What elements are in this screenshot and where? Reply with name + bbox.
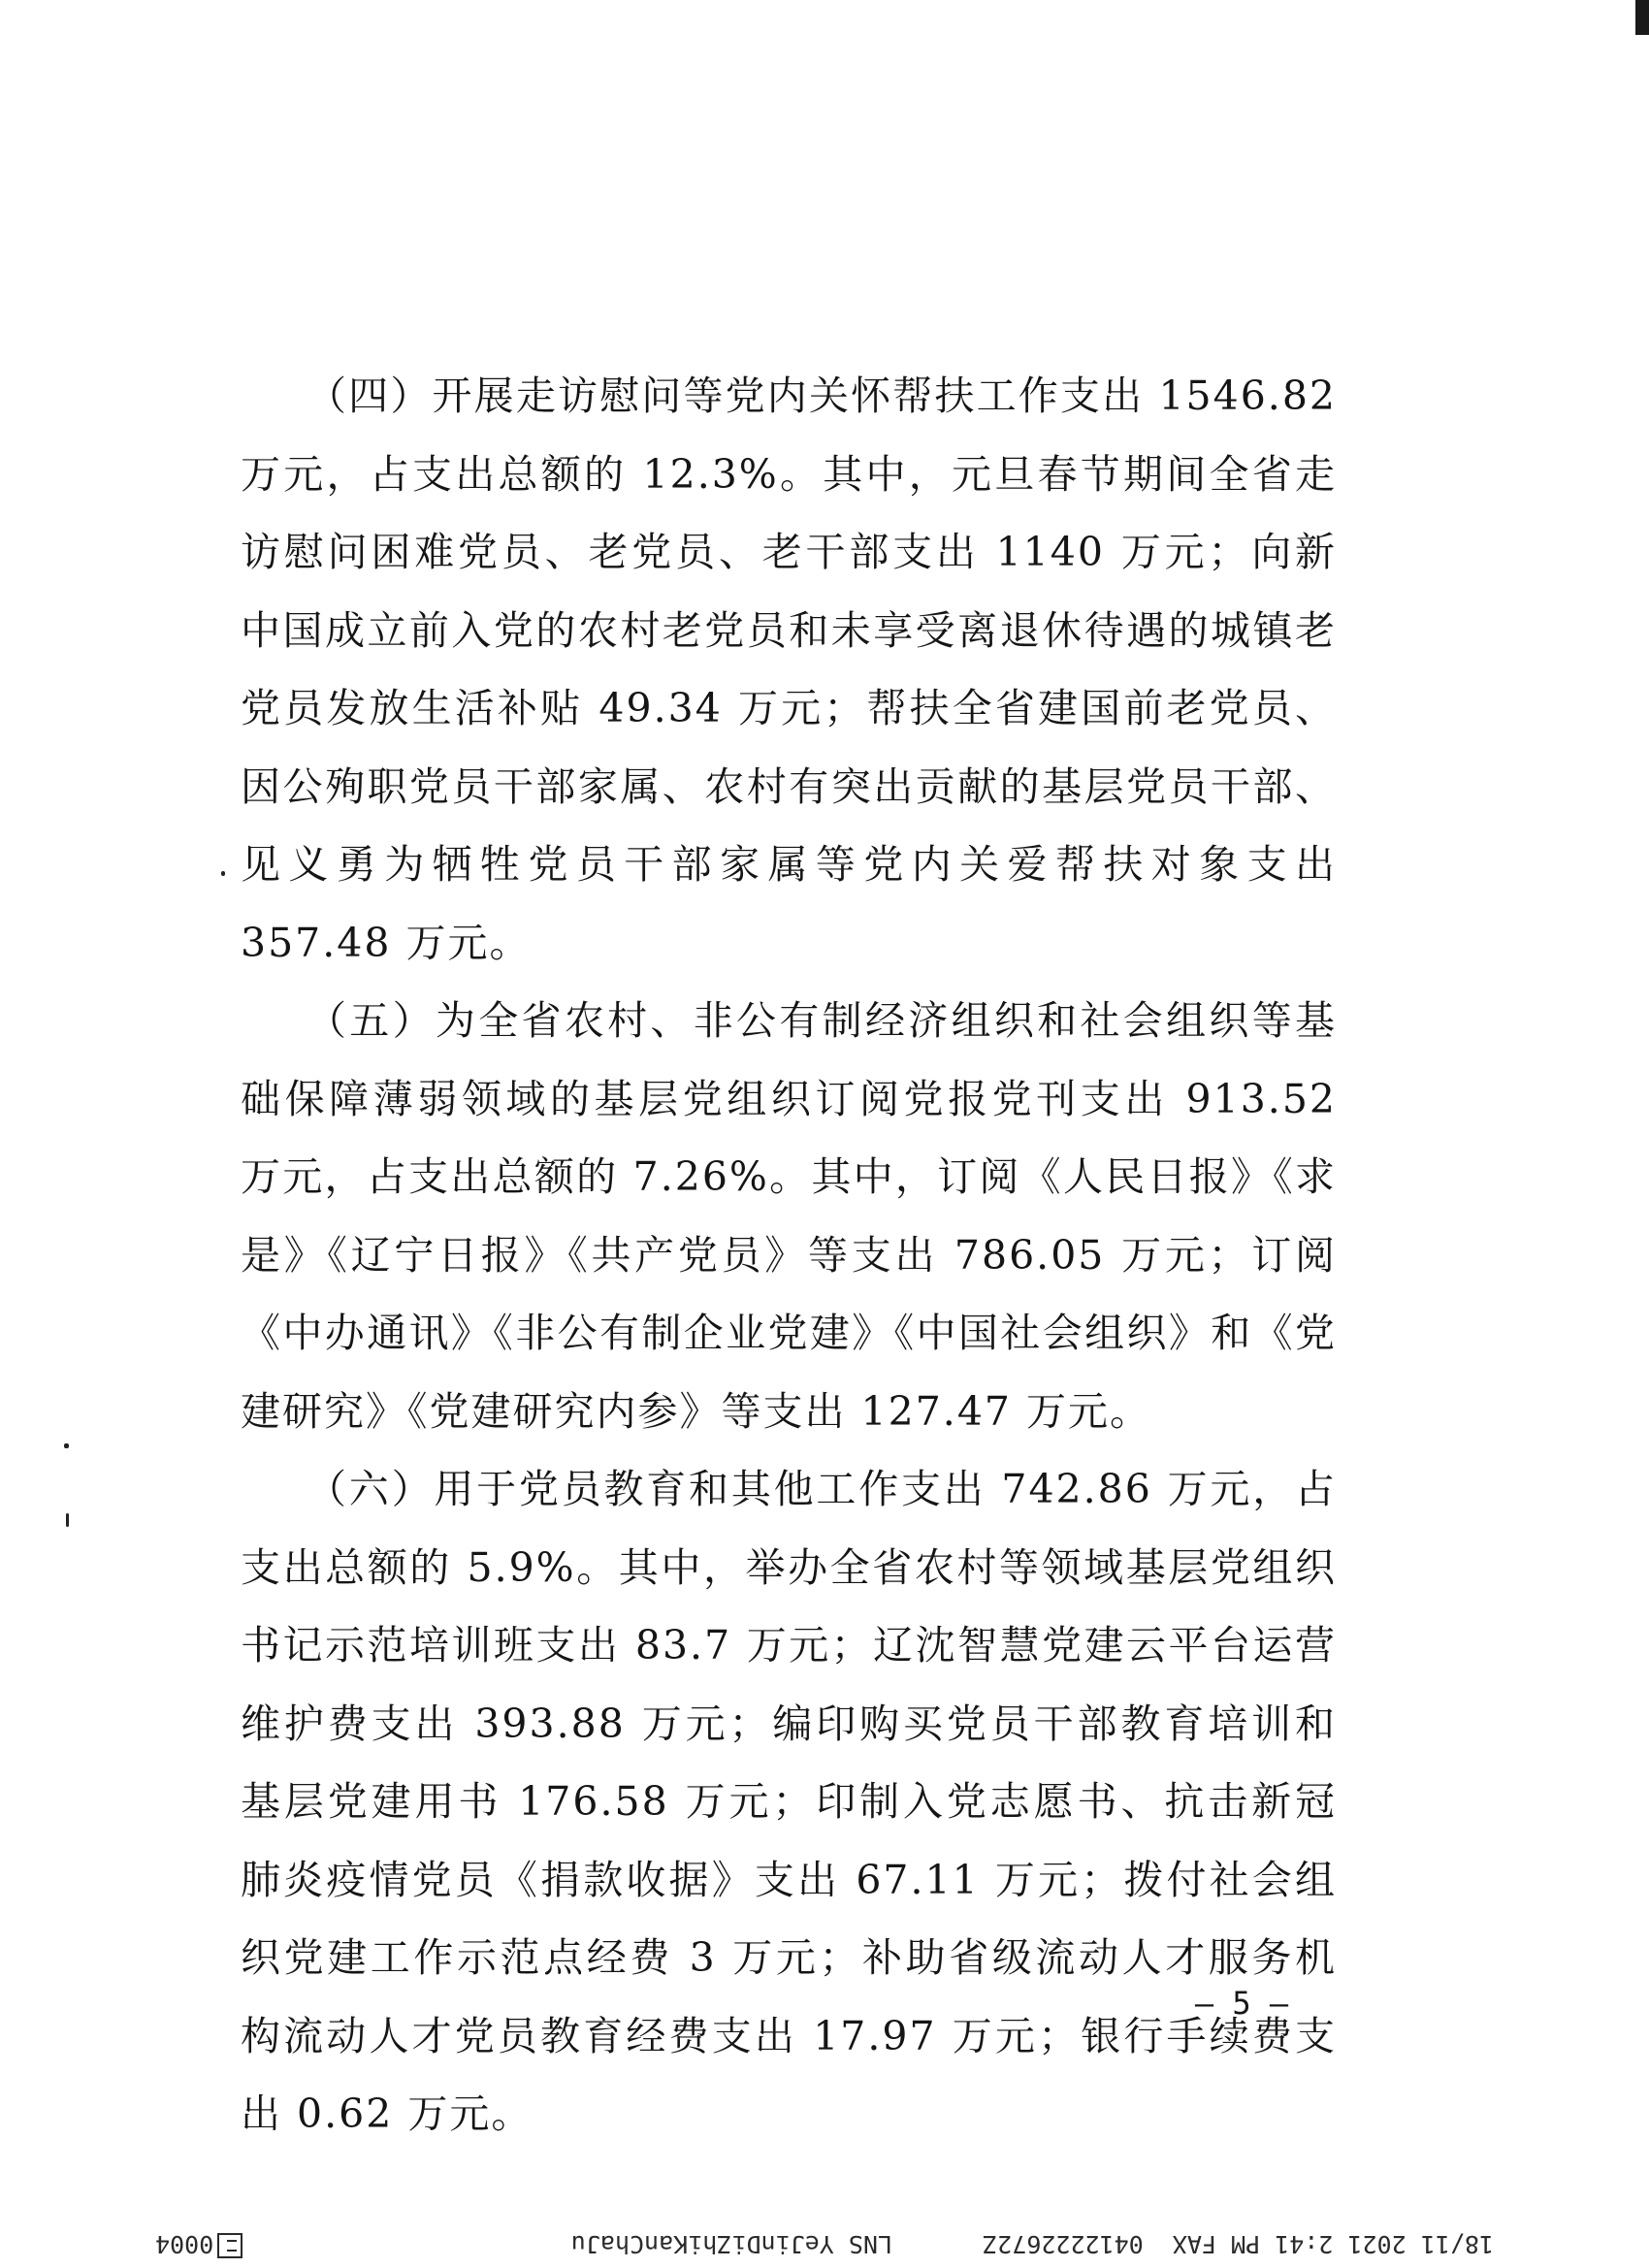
fax-datetime: 18/11 2021 2:41 PM FAX 0412222672Z bbox=[983, 2230, 1494, 2258]
scan-speck bbox=[66, 1513, 69, 1527]
paragraph-4: （四）开展走访慰问等党内关怀帮扶工作支出 1546.82 万元，占支出总额的 12.3%。其中，元旦春节期间全省走访慰问困难党员、老党员、老干部支出 1140 万元；向新中国成立前入党的农村老党员和未享受离退休待遇的城镇老党员发放生活补贴 49.34 万元；帮扶全省建国前老党员、因公殉职党员干部家属、农村有突出贡献的基层党员干部、见义勇为牺牲党员干部家属等党内关爱帮扶对象支出 357.48 万元。 bbox=[241, 373, 1337, 966]
scan-edge-mark bbox=[1635, 0, 1649, 35]
fax-page-icon bbox=[217, 2233, 242, 2258]
fax-transmission-line bbox=[155, 2223, 1494, 2262]
scan-speck bbox=[64, 1443, 69, 1448]
document-body bbox=[241, 357, 1337, 2154]
paragraph-6: （六）用于党员教育和其他工作支出 742.86 万元，占支出总额的 5.9%。其中，举办全省农村等领域基层党组织书记示范培训班支出 83.7 万元；辽沈智慧党建云平台运营维护费支出 393.88 万元；编印购买党员干部教育培训和基层党建用书 176.58 万元；印制入党志愿书、抗击新冠肺炎疫情党员《捐款收据》支出 67.11 万元；拨付社会组织党建工作示范点经费 3 万元；补助省级流动人才服务机构流动人才党员教育经费支出 17.97 万元；银行手续费支出 0.62 万元。 bbox=[241, 1466, 1338, 2137]
fax-page-number: 0004 bbox=[155, 2230, 214, 2258]
paragraph-5: （五）为全省农村、非公有制经济组织和社会组织等基础保障薄弱领域的基层党组织订阅党报党刊支出 913.52 万元，占支出总额的 7.26%。其中，订阅《人民日报》《求是》《辽宁日报》《共产党员》等支出 786.05 万元；订阅《中办通讯》《非公有制企业党建》《中国社会组织》和《党建研究》《党建研究内参》等支出 127.47 万元。 bbox=[241, 997, 1337, 1435]
scan-speck bbox=[221, 871, 225, 876]
fax-station-id: LNS YeJinDiZhiKanChaJu bbox=[570, 2230, 892, 2258]
page-number: — 5 — bbox=[1194, 1985, 1289, 2022]
fax-page-indicator bbox=[155, 2230, 242, 2258]
